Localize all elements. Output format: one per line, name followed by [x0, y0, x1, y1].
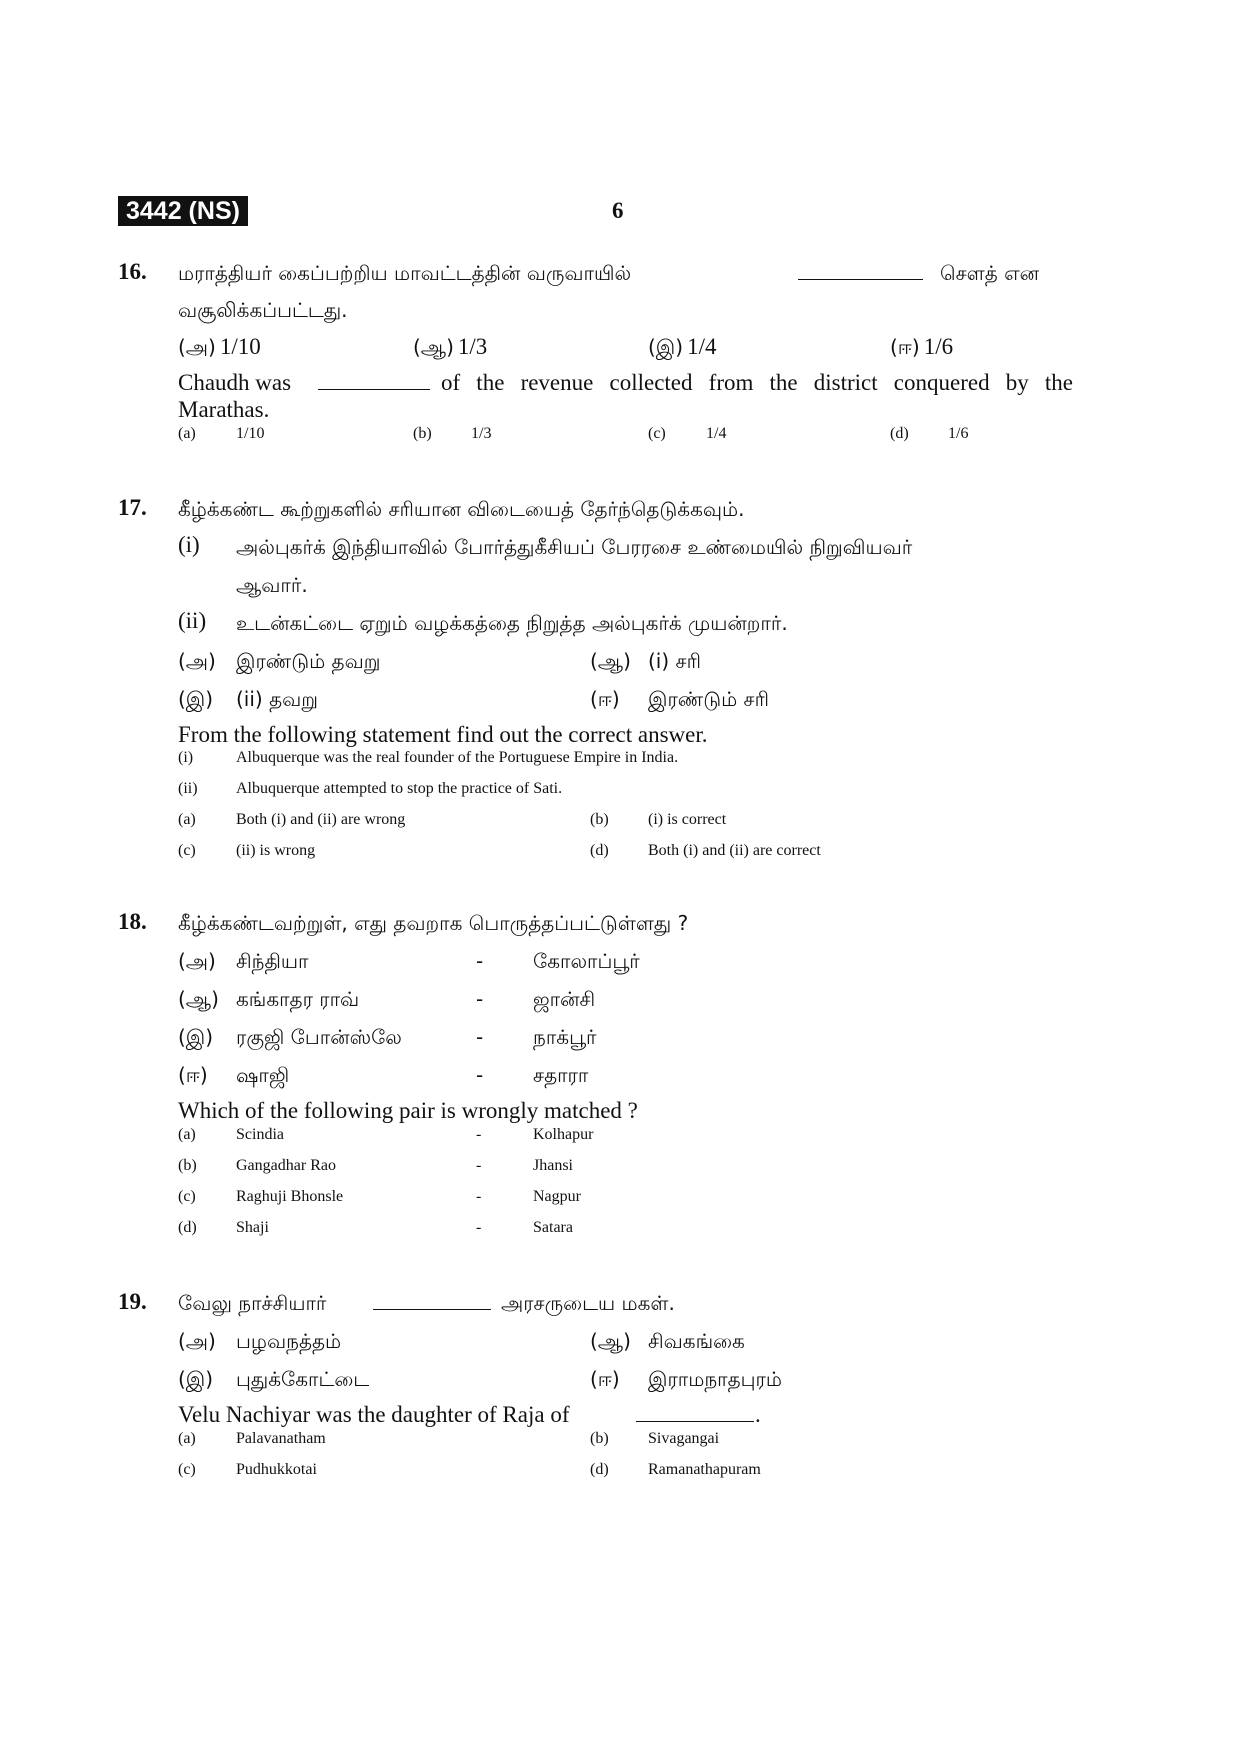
question-number: 17.	[118, 495, 147, 520]
english-options-row-1: (a) Both (i) and (ii) are wrong (b) (i) is correct	[178, 811, 727, 828]
tamil-statement-1: (i) அல்புகர்க் இந்தியாவில் போர்த்துகீசியப் பேரரசை உண்மையில் நிறுவியவர்	[178, 532, 913, 559]
english-pair-2: (b) Gangadhar Rao - Jhansi	[178, 1157, 573, 1174]
english-options-row	[178, 425, 1073, 456]
tamil-options-row	[178, 329, 1073, 367]
tamil-pair-3: (இ) ரகுஜி போன்ஸ்லே - நாக்பூர்	[178, 1025, 597, 1049]
tamil-options-row-1: (அ) பழவநத்தம் (ஆ) சிவகங்கை	[178, 1329, 745, 1353]
page-number: 6	[612, 198, 624, 223]
tamil-pair-1: (அ) சிந்தியா - கோலாப்பூர்	[178, 949, 640, 973]
question-body	[178, 905, 1073, 1250]
option-d: (d)	[890, 425, 909, 442]
paper-code-badge: 3442 (NS)	[118, 196, 248, 226]
tamil-stem: வேலு நாச்சியார் அரசருடைய மகள்.	[178, 1285, 1073, 1323]
answer-blank	[798, 255, 923, 292]
option-c-ta: (இ) 1/4	[648, 334, 717, 359]
tamil-stem: கீழ்க்கண்ட கூற்றுகளில் சரியான விடையைத் தேர்ந்தெடுக்கவும்.	[178, 497, 745, 521]
question-number: 19.	[118, 1289, 147, 1314]
question-number: 16.	[118, 259, 147, 284]
option-a: (a)	[178, 425, 196, 442]
english-stem-text: Chaudh was	[178, 370, 292, 395]
tamil-stem: கீழ்க்கண்டவற்றுள், எது தவறாக பொருத்தப்பட்டுள்ளது ?	[178, 911, 689, 935]
question-17	[118, 491, 1073, 871]
english-stem-text: of the revenue collected from the district conquered by the	[441, 370, 1073, 395]
option-c-text: 1/4	[706, 425, 727, 442]
tamil-pair-2: (ஆ) கங்காதர ராவ் - ஜான்சி	[178, 987, 596, 1011]
option-a-text: 1/10	[236, 425, 265, 442]
question-body	[178, 1285, 1073, 1492]
english-statement-1: (i) Albuquerque was the real founder of the Portuguese Empire in India.	[178, 749, 679, 766]
english-pair-3: (c) Raghuji Bhonsle - Nagpur	[178, 1188, 581, 1205]
answer-blank	[373, 1285, 491, 1322]
option-d-ta: (ஈ) 1/6	[890, 334, 954, 359]
question-16	[118, 255, 1073, 455]
question-body	[178, 255, 1073, 456]
option-b-text: 1/3	[471, 425, 492, 442]
english-pair-4: (d) Shaji - Satara	[178, 1219, 573, 1236]
tamil-stem-text: சௌத் என	[940, 261, 1040, 285]
english-pair-1: (a) Scindia - Kolhapur	[178, 1126, 594, 1143]
english-stem-line-2: Marathas.	[178, 397, 270, 422]
option-a-ta: (அ) 1/10	[178, 334, 261, 359]
english-statement-2: (ii) Albuquerque attempted to stop the practice of Sati.	[178, 780, 563, 797]
tamil-stem-line-2: வசூலிக்கப்பட்டது.	[178, 298, 348, 322]
answer-blank	[636, 1399, 754, 1430]
english-stem: Which of the following pair is wrongly matched ?	[178, 1098, 638, 1123]
tamil-stem-text: மராத்தியர் கைப்பற்றிய மாவட்டத்தின் வருவாயில்	[178, 261, 632, 285]
tamil-statement-2: (ii) உடன்கட்டை ஏறும் வழக்கத்தை நிறுத்த அல்புகர்க் முயன்றார்.	[178, 608, 788, 635]
question-19	[118, 1285, 1073, 1495]
tamil-options-row-2: (இ) (ii) தவறு (ஈ) இரண்டும் சரி	[178, 687, 770, 711]
english-stem: Velu Nachiyar was the daughter of Raja of .	[178, 1399, 1073, 1430]
tamil-options-row-2: (இ) புதுக்கோட்டை (ஈ) இராமநாதபுரம்	[178, 1367, 782, 1391]
english-options-row-2: (c) Pudhukkotai (d) Ramanathapuram	[178, 1461, 761, 1478]
tamil-stem-line-1	[178, 255, 1073, 292]
question-number: 18.	[118, 909, 147, 934]
question-body	[178, 491, 1073, 873]
tamil-statement-1-cont: ஆவார்.	[236, 573, 308, 597]
option-c: (c)	[648, 425, 666, 442]
english-options-row-2: (c) (ii) is wrong (d) Both (i) and (ii) are correct	[178, 842, 821, 859]
question-18	[118, 905, 1073, 1250]
option-b-ta: (ஆ) 1/3	[413, 334, 488, 359]
english-options-row-1: (a) Palavanatham (b) Sivagangai	[178, 1430, 720, 1447]
tamil-options-row-1: (அ) இரண்டும் தவறு (ஆ) (i) சரி	[178, 649, 701, 673]
english-stem: From the following statement find out the correct answer.	[178, 722, 708, 747]
option-d-text: 1/6	[948, 425, 969, 442]
option-b: (b)	[413, 425, 432, 442]
tamil-pair-4: (ஈ) ஷாஜி - சதாரா	[178, 1063, 589, 1087]
english-stem-line-1	[178, 367, 1073, 394]
